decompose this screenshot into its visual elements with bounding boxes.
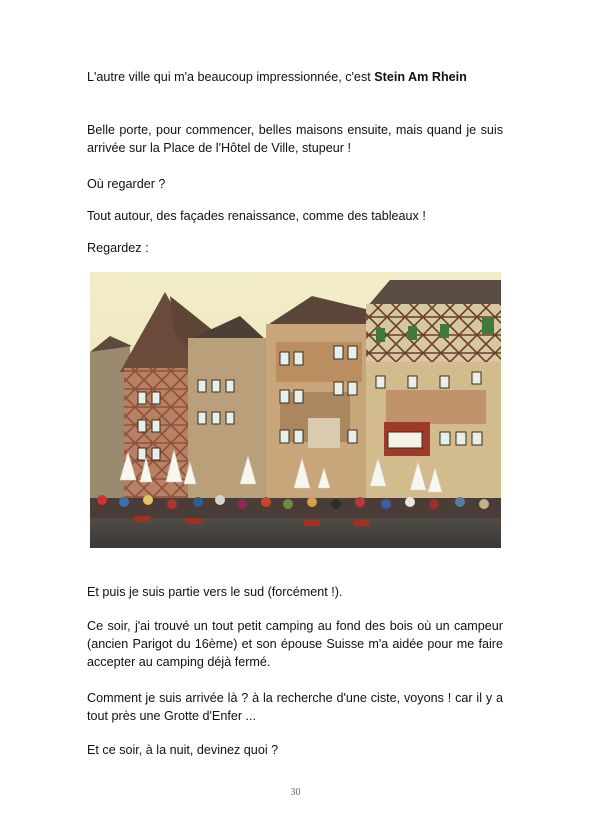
intro-text: L'autre ville qui m'a beaucoup impressionnée, c'est <box>87 70 375 84</box>
paragraph-question: Où regarder ? <box>87 177 166 191</box>
paragraph-south: Et puis je suis partie vers le sud (forcément !). <box>87 585 343 599</box>
page-number: 30 <box>290 787 301 798</box>
paragraph-look: Regardez : <box>87 241 149 255</box>
paragraph-camping: Ce soir, j'ai trouvé un tout petit camping au fond des bois où un campeur (ancien Parigot du 16ème) et son épouse Suisse m'a aidée pour me faire accepter au camping déjà fermé. <box>87 619 503 669</box>
town-name: Stein Am Rhein <box>374 70 467 84</box>
paragraph-arrival: Belle porte, pour commencer, belles maisons ensuite, mais quand je suis arrivée sur la Place de l'Hôtel de Ville, stupeur ! <box>87 123 503 155</box>
paragraph-night: Et ce soir, à la nuit, devinez quoi ? <box>87 743 279 757</box>
paragraph-intro <box>87 68 503 86</box>
town-square-photo <box>90 272 501 548</box>
paragraph-facades: Tout autour, des façades renaissance, comme des tableaux ! <box>87 209 426 223</box>
paragraph-ciste: Comment je suis arrivée là ? à la recherche d'une ciste, voyons ! car il y a tout près une Grotte d'Enfer ... <box>87 691 503 723</box>
